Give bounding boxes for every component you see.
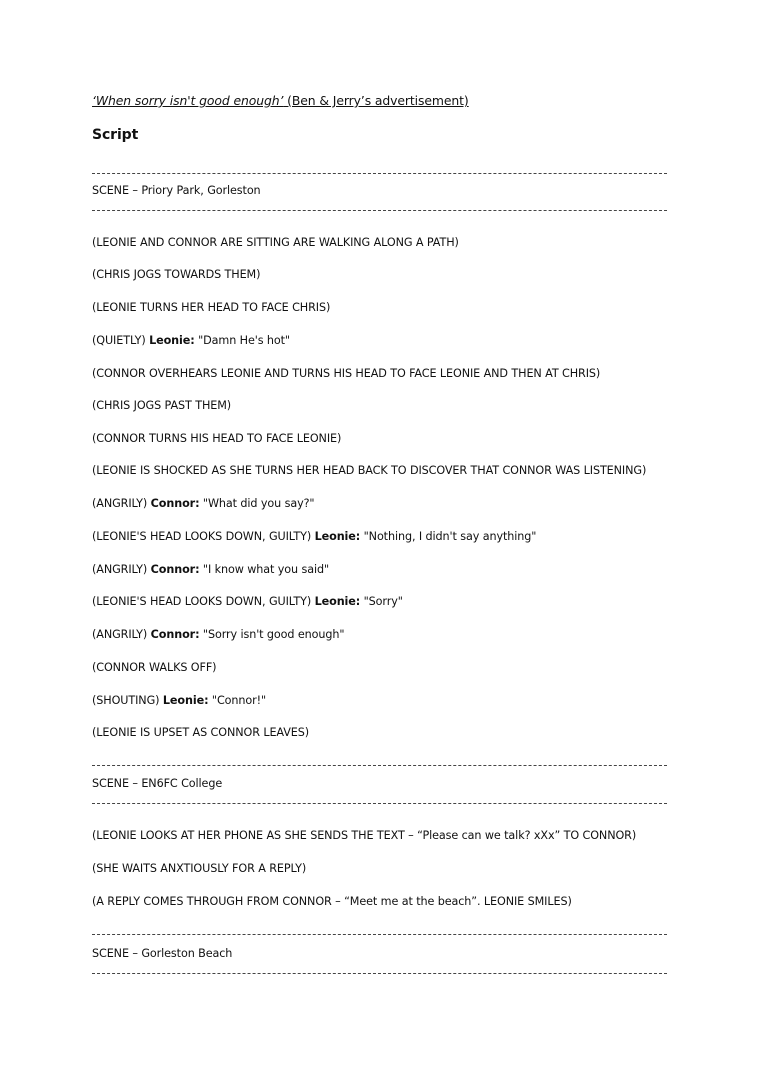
- script-line: [92, 862, 306, 876]
- stage-direction: (CONNOR TURNS HIS HEAD TO FACE LEONIE): [92, 432, 342, 445]
- scene-label: SCENE – Gorleston Beach: [92, 947, 233, 960]
- scene-divider: [92, 765, 667, 766]
- script-line: [92, 563, 329, 577]
- dialogue: "Connor!": [208, 694, 267, 707]
- scene-divider: [92, 173, 667, 174]
- scene-label: SCENE – Priory Park, Gorleston: [92, 184, 261, 197]
- stage-direction: (CONNOR OVERHEARS LEONIE AND TURNS HIS HEAD TO FACE LEONIE AND THEN AT CHRIS): [92, 367, 601, 380]
- script-line: [92, 334, 290, 348]
- speaker-name: Leonie:: [314, 530, 361, 543]
- scene-divider: [92, 803, 667, 804]
- stage-direction: (SHOUTING): [92, 694, 163, 707]
- title-italic: ‘When sorry isn't good enough’: [92, 93, 284, 108]
- stage-direction: (ANGRILY): [92, 628, 151, 641]
- stage-direction: (LEONIE'S HEAD LOOKS DOWN, GUILTY): [92, 530, 315, 543]
- script-line: [92, 530, 536, 544]
- stage-direction: (LEONIE AND CONNOR ARE SITTING ARE WALKING ALONG A PATH): [92, 236, 459, 249]
- script-line: [92, 895, 572, 909]
- script-line: [92, 628, 344, 642]
- scene-divider: [92, 210, 667, 211]
- stage-direction: (LEONIE LOOKS AT HER PHONE AS SHE SENDS THE TEXT – “Please can we talk? xXx” TO CONNOR): [92, 829, 637, 842]
- script-line: [92, 399, 231, 413]
- stage-direction: (CHRIS JOGS TOWARDS THEM): [92, 268, 261, 281]
- stage-direction: (LEONIE IS SHOCKED AS SHE TURNS HER HEAD BACK TO DISCOVER THAT CONNOR WAS LISTENING): [92, 464, 647, 477]
- dialogue: "Nothing, I didn't say anything": [360, 530, 537, 543]
- speaker-name: Leonie:: [162, 694, 209, 707]
- stage-direction: (LEONIE TURNS HER HEAD TO FACE CHRIS): [92, 301, 331, 314]
- speaker-name: Leonie:: [149, 334, 195, 347]
- stage-direction: (CHRIS JOGS PAST THEM): [92, 399, 232, 412]
- script-line: [92, 236, 459, 250]
- script-line: [92, 497, 314, 511]
- stage-direction: (LEONIE IS UPSET AS CONNOR LEAVES): [92, 726, 310, 739]
- stage-direction: (ANGRILY): [92, 563, 151, 576]
- scene-label: SCENE – EN6FC College: [92, 777, 223, 790]
- title-subtitle: (Ben & Jerry’s advertisement): [283, 93, 469, 108]
- script-heading: Script: [92, 127, 139, 143]
- dialogue: "Damn He's hot": [194, 334, 290, 347]
- dialogue: "What did you say?": [199, 497, 315, 510]
- scene-divider: [92, 934, 667, 935]
- script-line: [92, 661, 216, 675]
- script-line: [92, 367, 600, 381]
- script-line: [92, 694, 266, 708]
- script-line: [92, 268, 260, 282]
- speaker-name: Connor:: [150, 497, 200, 510]
- script-line: [92, 726, 309, 740]
- scene-divider: [92, 973, 667, 974]
- script-line: [92, 595, 403, 609]
- speaker-name: Connor:: [150, 563, 200, 576]
- script-line: [92, 829, 636, 843]
- stage-direction: (QUIETLY): [92, 334, 150, 347]
- script-line: [92, 464, 646, 478]
- document-title: [92, 94, 469, 108]
- stage-direction: (SHE WAITS ANXTIOUSLY FOR A REPLY): [92, 862, 307, 875]
- speaker-name: Leonie:: [314, 595, 361, 608]
- script-line: [92, 432, 341, 446]
- stage-direction: (A REPLY COMES THROUGH FROM CONNOR – “Meet me at the beach”. LEONIE SMILES): [92, 895, 572, 908]
- dialogue: "Sorry isn't good enough": [199, 628, 345, 641]
- speaker-name: Connor:: [150, 628, 200, 641]
- stage-direction: (CONNOR WALKS OFF): [92, 661, 217, 674]
- dialogue: "I know what you said": [199, 563, 330, 576]
- stage-direction: (LEONIE'S HEAD LOOKS DOWN, GUILTY): [92, 595, 315, 608]
- dialogue: "Sorry": [360, 595, 403, 608]
- stage-direction: (ANGRILY): [92, 497, 151, 510]
- script-line: [92, 301, 330, 315]
